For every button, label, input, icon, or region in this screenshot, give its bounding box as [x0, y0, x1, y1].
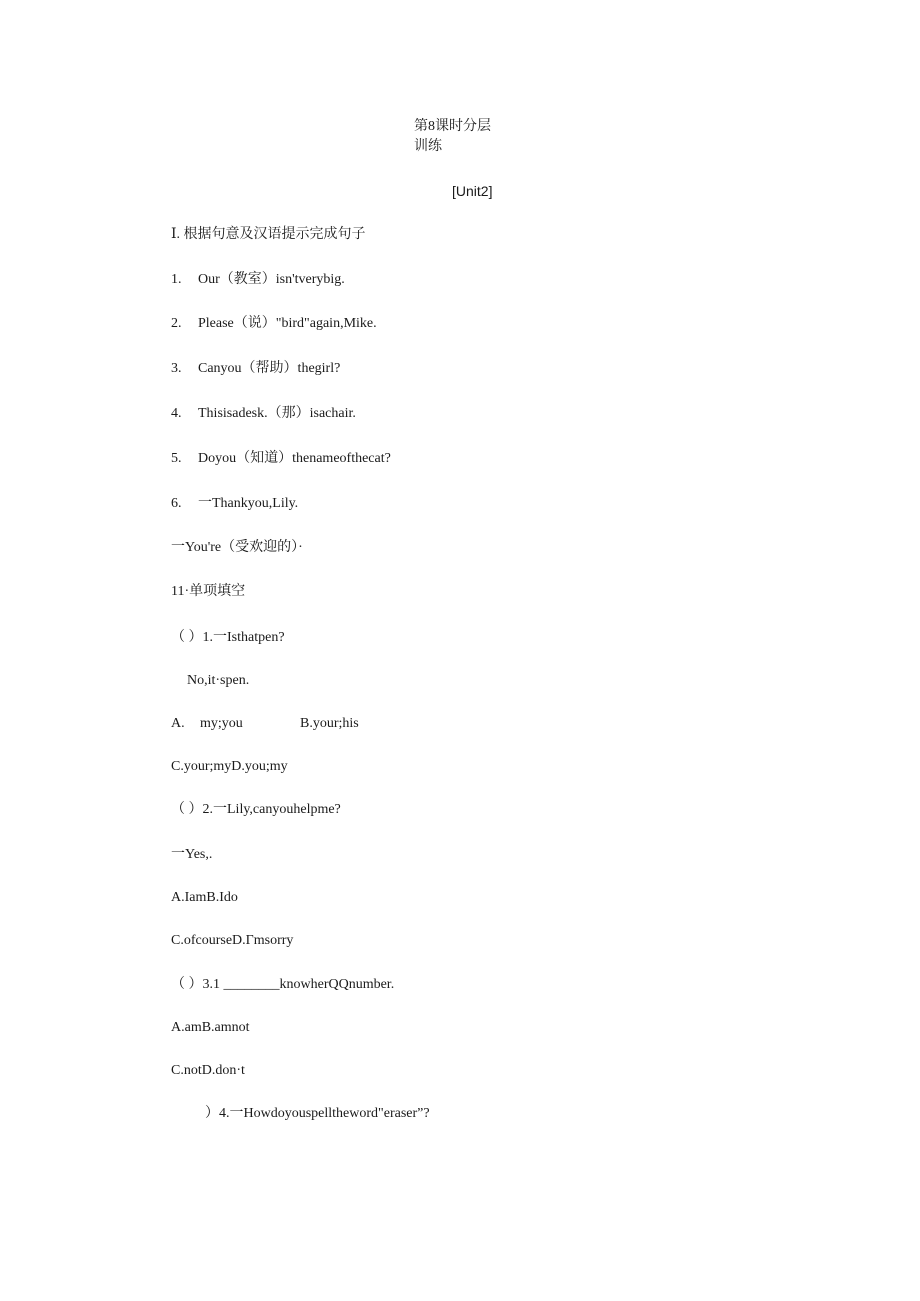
question-3-prompt: （ ）3.1 ________knowherQQnumber. [171, 977, 395, 992]
item-text: Thisisadesk.（那）isachair. [198, 406, 356, 421]
item-text: Canyou（帮助）thegirl? [198, 361, 341, 376]
question-3-options-ab: A.amB.amnot [171, 1020, 250, 1035]
sentence-item-6 [171, 495, 298, 513]
sentence-item-5 [171, 450, 391, 468]
item-text: Doyou（知道）thenameofthecat? [198, 451, 391, 466]
question-2-prompt: （ ）2.一Lily,canyouhelpme? [171, 802, 341, 817]
sentence-item-4 [171, 405, 356, 423]
sentence-item-2 [171, 315, 377, 333]
question-1-options-cd: C.your;myD.you;my [171, 759, 288, 774]
page-title-line1: 第8课时分层 [414, 119, 491, 134]
item-number: 4. [171, 406, 182, 421]
item-text: 一Thankyou,Lily. [198, 496, 299, 511]
sentence-item-1 [171, 271, 345, 289]
option-b: B.your;his [300, 716, 359, 731]
section2-heading: 11·单项填空 [171, 584, 246, 599]
option-a-text: my;you [200, 716, 243, 731]
question-3-options-cd: C.notD.don·t [171, 1063, 245, 1078]
item-number: 6. [171, 496, 182, 511]
question-2-options-ab: A.IamB.Ido [171, 890, 238, 905]
question-2-options-cd: C.ofcourseD.Γmsorry [171, 933, 294, 948]
question-1-prompt: （ ）1.一Isthatpen? [171, 630, 285, 645]
item-number: 5. [171, 451, 182, 466]
section1-heading: Ⅰ. 根据句意及汉语提示完成句子 [171, 227, 366, 242]
item-number: 2. [171, 316, 182, 331]
item-number: 3. [171, 361, 182, 376]
sentence-item-3 [171, 360, 340, 378]
item-text: Our（教室）isn'tverybig. [198, 272, 345, 287]
question-2-reply: 一Yes,. [171, 847, 213, 862]
question-4-prompt: ）4.一Howdoyouspelltheword"eraser”? [205, 1106, 430, 1121]
item-text: Please（说）"bird"again,Mike. [198, 316, 377, 331]
unit-label: [Unit2] [452, 183, 493, 199]
page-title-line2: 训练 [414, 139, 442, 154]
question-1-options-ab [171, 715, 359, 733]
question-1-reply: No,it·spen. [187, 673, 250, 688]
option-a-label: A. [171, 716, 185, 731]
sentence-item-6-reply: 一You're（受欢迎的）· [171, 540, 303, 555]
item-number: 1. [171, 272, 182, 287]
